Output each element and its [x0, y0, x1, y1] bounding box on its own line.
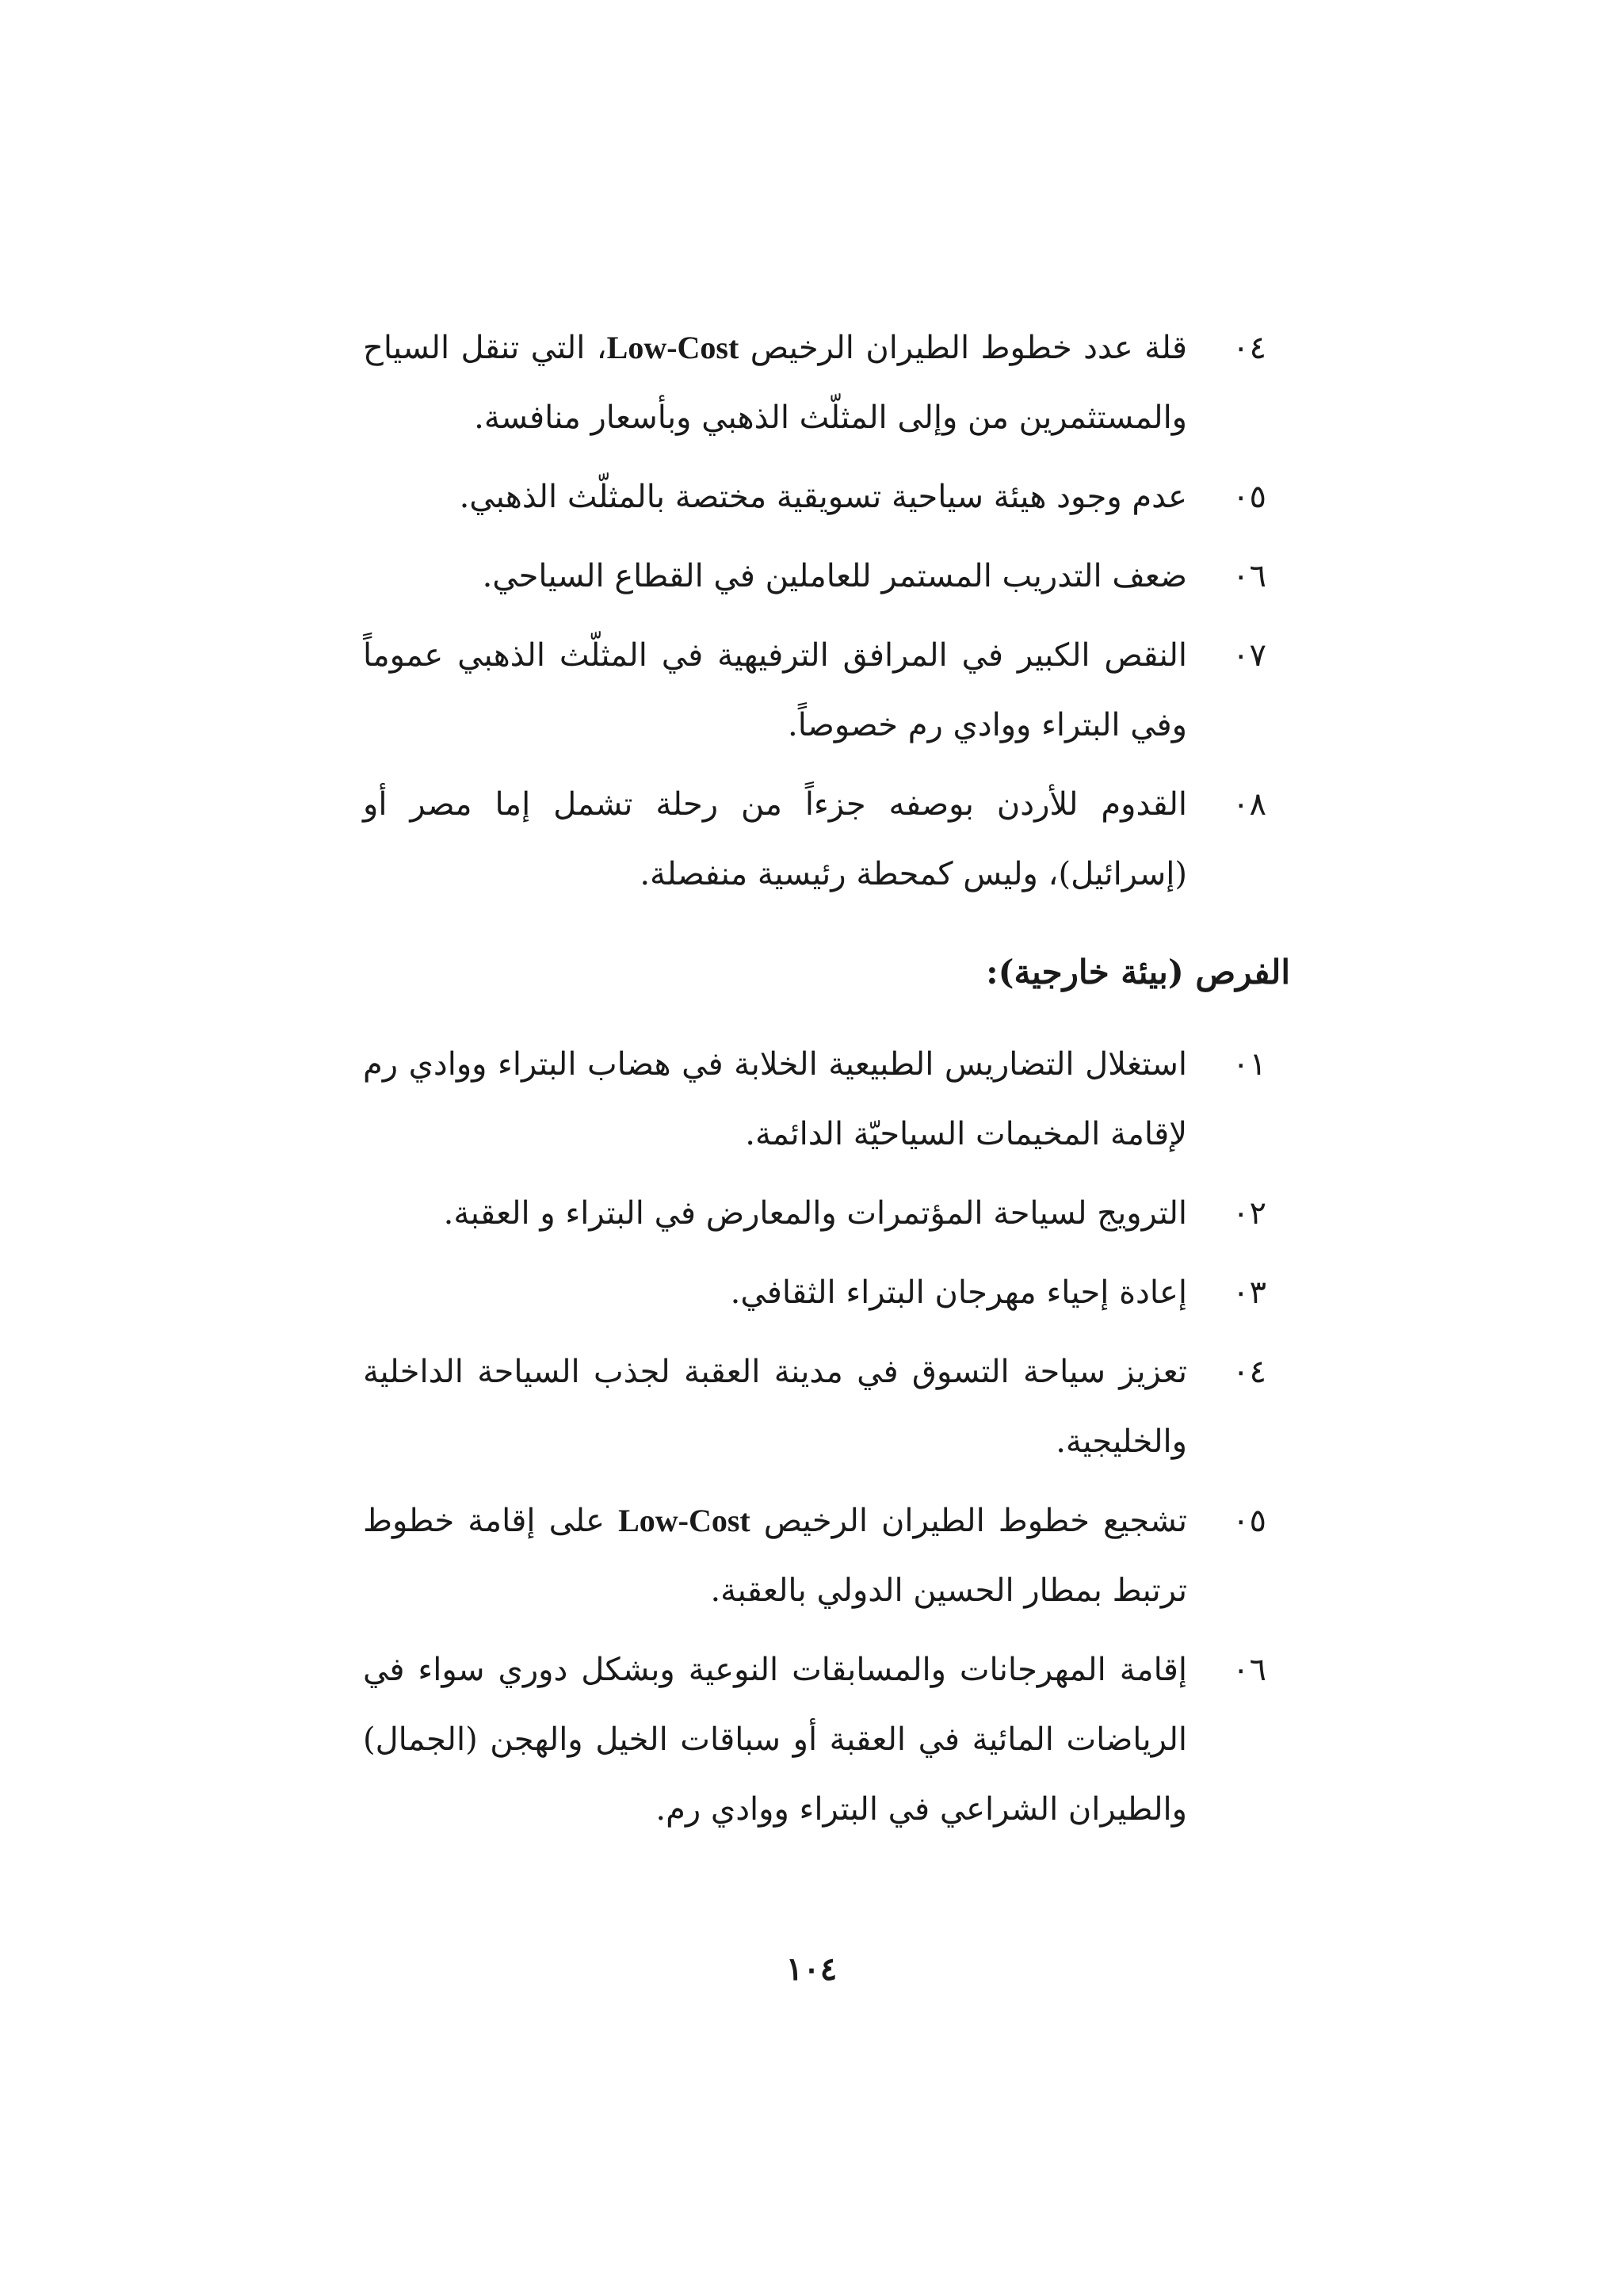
- item-number: ٠٧: [1232, 637, 1266, 674]
- item-text: النقص الكبير في المرافق الترفيهية في المثلّث الذهبي عموماً وفي البتراء ووادي رم خصوصاً.: [363, 637, 1187, 743]
- page-content: [363, 313, 1290, 1854]
- item-text: عدم وجود هيئة سياحية تسويقية مختصة بالمثلّث الذهبي.: [459, 479, 1187, 515]
- item-number: ٠١: [1232, 1046, 1266, 1083]
- item-text: تعزيز سياحة التسوق في مدينة العقبة لجذب السياحة الداخلية والخليجية.: [363, 1354, 1187, 1460]
- item-number: ٠٥: [1232, 479, 1266, 515]
- list-item: [363, 770, 1274, 909]
- list-item: [363, 1635, 1274, 1844]
- item-number: ٠٢: [1232, 1195, 1266, 1232]
- weaknesses-list: [363, 313, 1274, 909]
- item-number: ٠٣: [1232, 1274, 1266, 1311]
- item-text: القدوم للأردن بوصفه جزءاً من رحلة تشمل إما مصر أو (إسرائيل)، وليس كمحطة رئيسية منفصلة.: [363, 786, 1187, 892]
- item-text-part: تشجيع خطوط الطيران الرخيص: [750, 1503, 1187, 1539]
- list-item: [363, 1179, 1274, 1248]
- item-text-part: قلة عدد خطوط الطيران الرخيص: [739, 330, 1187, 366]
- item-text: [363, 313, 1187, 453]
- item-number: ٠٨: [1232, 786, 1266, 823]
- item-text: إعادة إحياء مهرجان البتراء الثقافي.: [730, 1274, 1187, 1311]
- list-item: [363, 462, 1274, 532]
- item-text-part: على إقامة خطوط ترتبط بمطار الحسين الدولي بالعقبة.: [363, 1503, 1187, 1609]
- list-item: [363, 621, 1274, 760]
- list-item: [363, 541, 1274, 611]
- section-heading-opportunities: الفرص (بيئة خارجية):: [986, 953, 1290, 991]
- latin-term: Low-Cost: [618, 1503, 750, 1538]
- list-item: [363, 313, 1274, 453]
- latin-term: Low-Cost: [606, 330, 739, 365]
- item-number: ٠٥: [1232, 1503, 1266, 1539]
- item-number: ٠٤: [1232, 330, 1266, 366]
- list-item: [363, 1258, 1274, 1328]
- list-item: [363, 1337, 1274, 1477]
- item-text: استغلال التضاريس الطبيعية الخلابة في هضاب البتراء ووادي رم لإقامة المخيمات السياحيّة الدائمة.: [363, 1046, 1187, 1152]
- item-text-part: ، التي تنقل السياح والمستثمرين من وإلى المثلّث الذهبي وبأسعار منافسة.: [363, 330, 1187, 436]
- item-text: [363, 1486, 1187, 1626]
- item-text: إقامة المهرجانات والمسابقات النوعية وبشكل دوري سواء في الرياضات المائية في العقبة أو سباقات الخيل والهجن (الجمال) والطيران الشراعي في البتراء ووادي رم.: [363, 1652, 1187, 1828]
- list-item: [363, 1030, 1274, 1169]
- opportunities-list: [363, 1030, 1274, 1844]
- item-number: ٠٦: [1232, 1652, 1266, 1688]
- list-item: [363, 1486, 1274, 1626]
- item-text: الترويج لسياحة المؤتمرات والمعارض في البتراء و العقبة.: [443, 1195, 1187, 1232]
- item-text: ضعف التدريب المستمر للعاملين في القطاع السياحي.: [482, 558, 1187, 594]
- item-number: ٠٤: [1232, 1354, 1266, 1390]
- page-number: ١٠٤: [785, 1950, 838, 1988]
- item-number: ٠٦: [1232, 558, 1266, 594]
